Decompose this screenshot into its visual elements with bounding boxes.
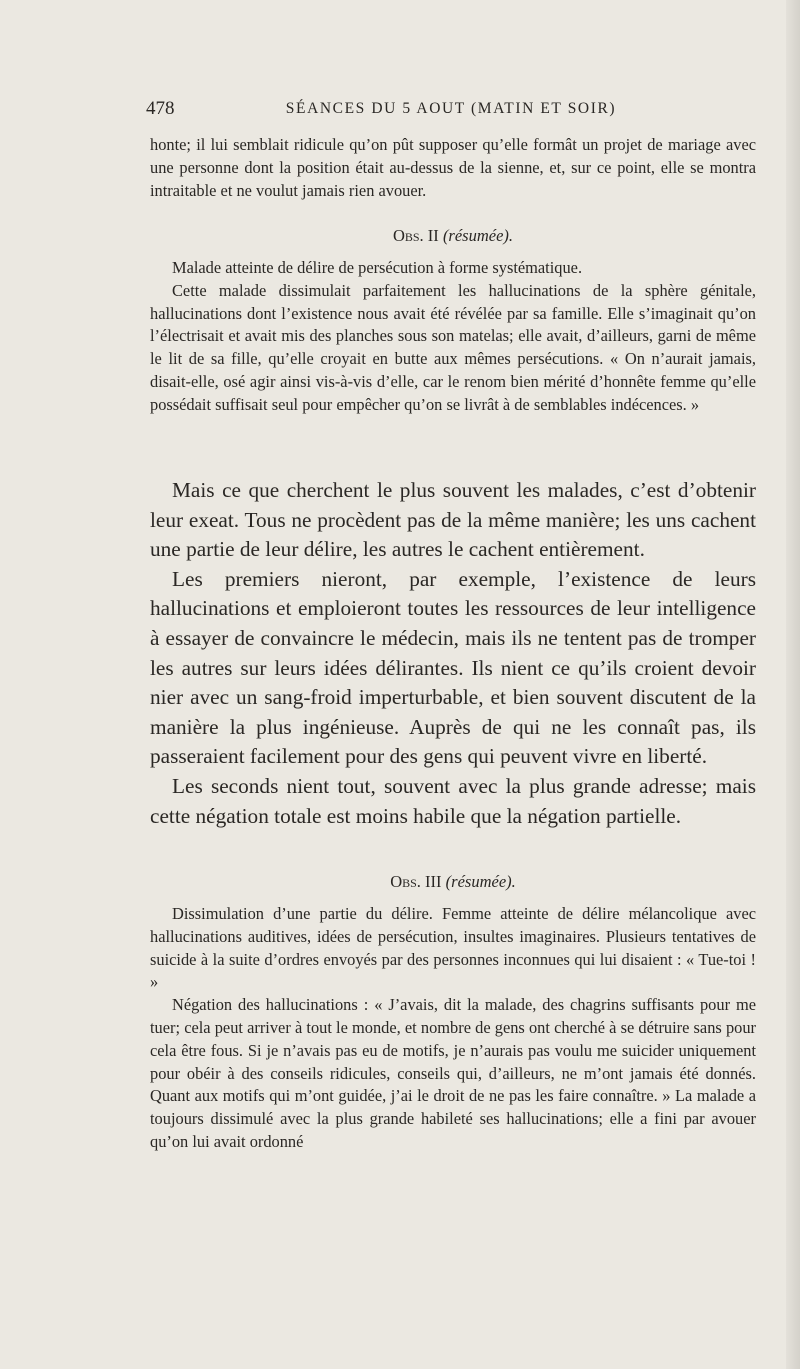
paragraph: Les premiers nieront, par exemple, l’existence de leurs hallucinations et emploieront toutes les ressources de leur intelligence à essayer de convaincre le médecin, mais ils ne tentent pas de tromper les autres sur leurs idées délirantes. Ils nient ce qu’ils croient devoir nier avec un sang-froid imperturbable, et bien souvent discutent de la manière la plus ingénieuse. Auprès de qui ne les connaît pas, ils passeraient facilement pour des gens qui peuvent vivre en liberté.	[150, 566, 756, 769]
running-head: SÉANCES DU 5 AOUT (MATIN ET SOIR)	[285, 100, 617, 117]
observation-heading-3	[150, 872, 756, 892]
paragraph: Les seconds nient tout, souvent avec la plus grande adresse; mais cette négation totale est moins habile que la négation partielle.	[150, 773, 756, 828]
observation-label: Obs. II	[392, 226, 439, 245]
observation-heading-2	[150, 226, 756, 246]
text-block-continuation	[150, 134, 756, 202]
observation-qualifier: (résumée).	[442, 226, 514, 245]
page-header	[146, 98, 756, 124]
paragraph: Cette malade dissimulait parfaitement les hallucinations de la sphère génitale, hallucinations dont l’existence nous avait été révélée par sa famille. Elle s’imaginait qu’on l’électrisait et avait mis des planches sous son matelas; elle avait, d’ailleurs, garni de même le lit de sa fille, qu’elle croyait en butte aux mêmes persécutions. « On n’aurait jamais, disait-elle, osé agir ainsi vis-à-vis d’elle, car le renom bien mérité d’honnête femme qu’elle possédait suffisait seul pour empêcher qu’on se livrât à de semblables indécences. »	[150, 280, 756, 414]
paragraph: honte; il lui semblait ridicule qu’on pût supposer qu’elle formât un projet de mariage avec une personne dont la position était au-dessus de la sienne, et, sur ce point, elle se montra intraitable et ne voulut jamais rien avouer.	[150, 135, 756, 200]
page-number: 478	[146, 98, 175, 119]
paragraph: Négation des hallucinations : « J’avais, dit la malade, des chagrins suffisants pour me tuer; cela peut arriver à tout le monde, et nombre de gens ont cherché à se détruire sans pour cela être fous. Si je n’avais pas eu de motifs, je n’aurais pas voulu me suicider uniquement pour obéir à des conseils ridicules, conseils qui, d’ailleurs, ne m’ont jamais été donnés. Quant aux motifs qui m’ont guidée, j’ai le droit de ne pas les faire connaître. » La malade a toujours dissimulé avec la plus grande habileté ses hallucinations; elle a fini par avouer qu’on lui avait ordonné	[150, 995, 756, 1151]
paragraph: Dissimulation d’une partie du délire. Femme atteinte de délire mélancolique avec hallucinations auditives, idées de persécution, insultes imaginaires. Plusieurs tentatives de suicide à la suite d’ordres envoyés par des personnes inconnues qui lui disaient : « Tue-toi ! »	[150, 904, 756, 992]
main-text-block	[150, 476, 756, 831]
observation-2-text	[150, 257, 756, 417]
page-edge-shadow	[786, 0, 800, 1369]
observation-3-text	[150, 903, 756, 1154]
observation-qualifier: (résumée).	[445, 872, 516, 891]
paragraph: Mais ce que cherchent le plus souvent les malades, c’est d’obtenir leur exeat. Tous ne procèdent pas de la même manière; les uns cachent une partie de leur délire, les autres le cachent entièrement.	[150, 478, 756, 562]
observation-label: Obs. III	[390, 872, 442, 891]
paragraph: Malade atteinte de délire de persécution à forme systématique.	[172, 258, 583, 277]
